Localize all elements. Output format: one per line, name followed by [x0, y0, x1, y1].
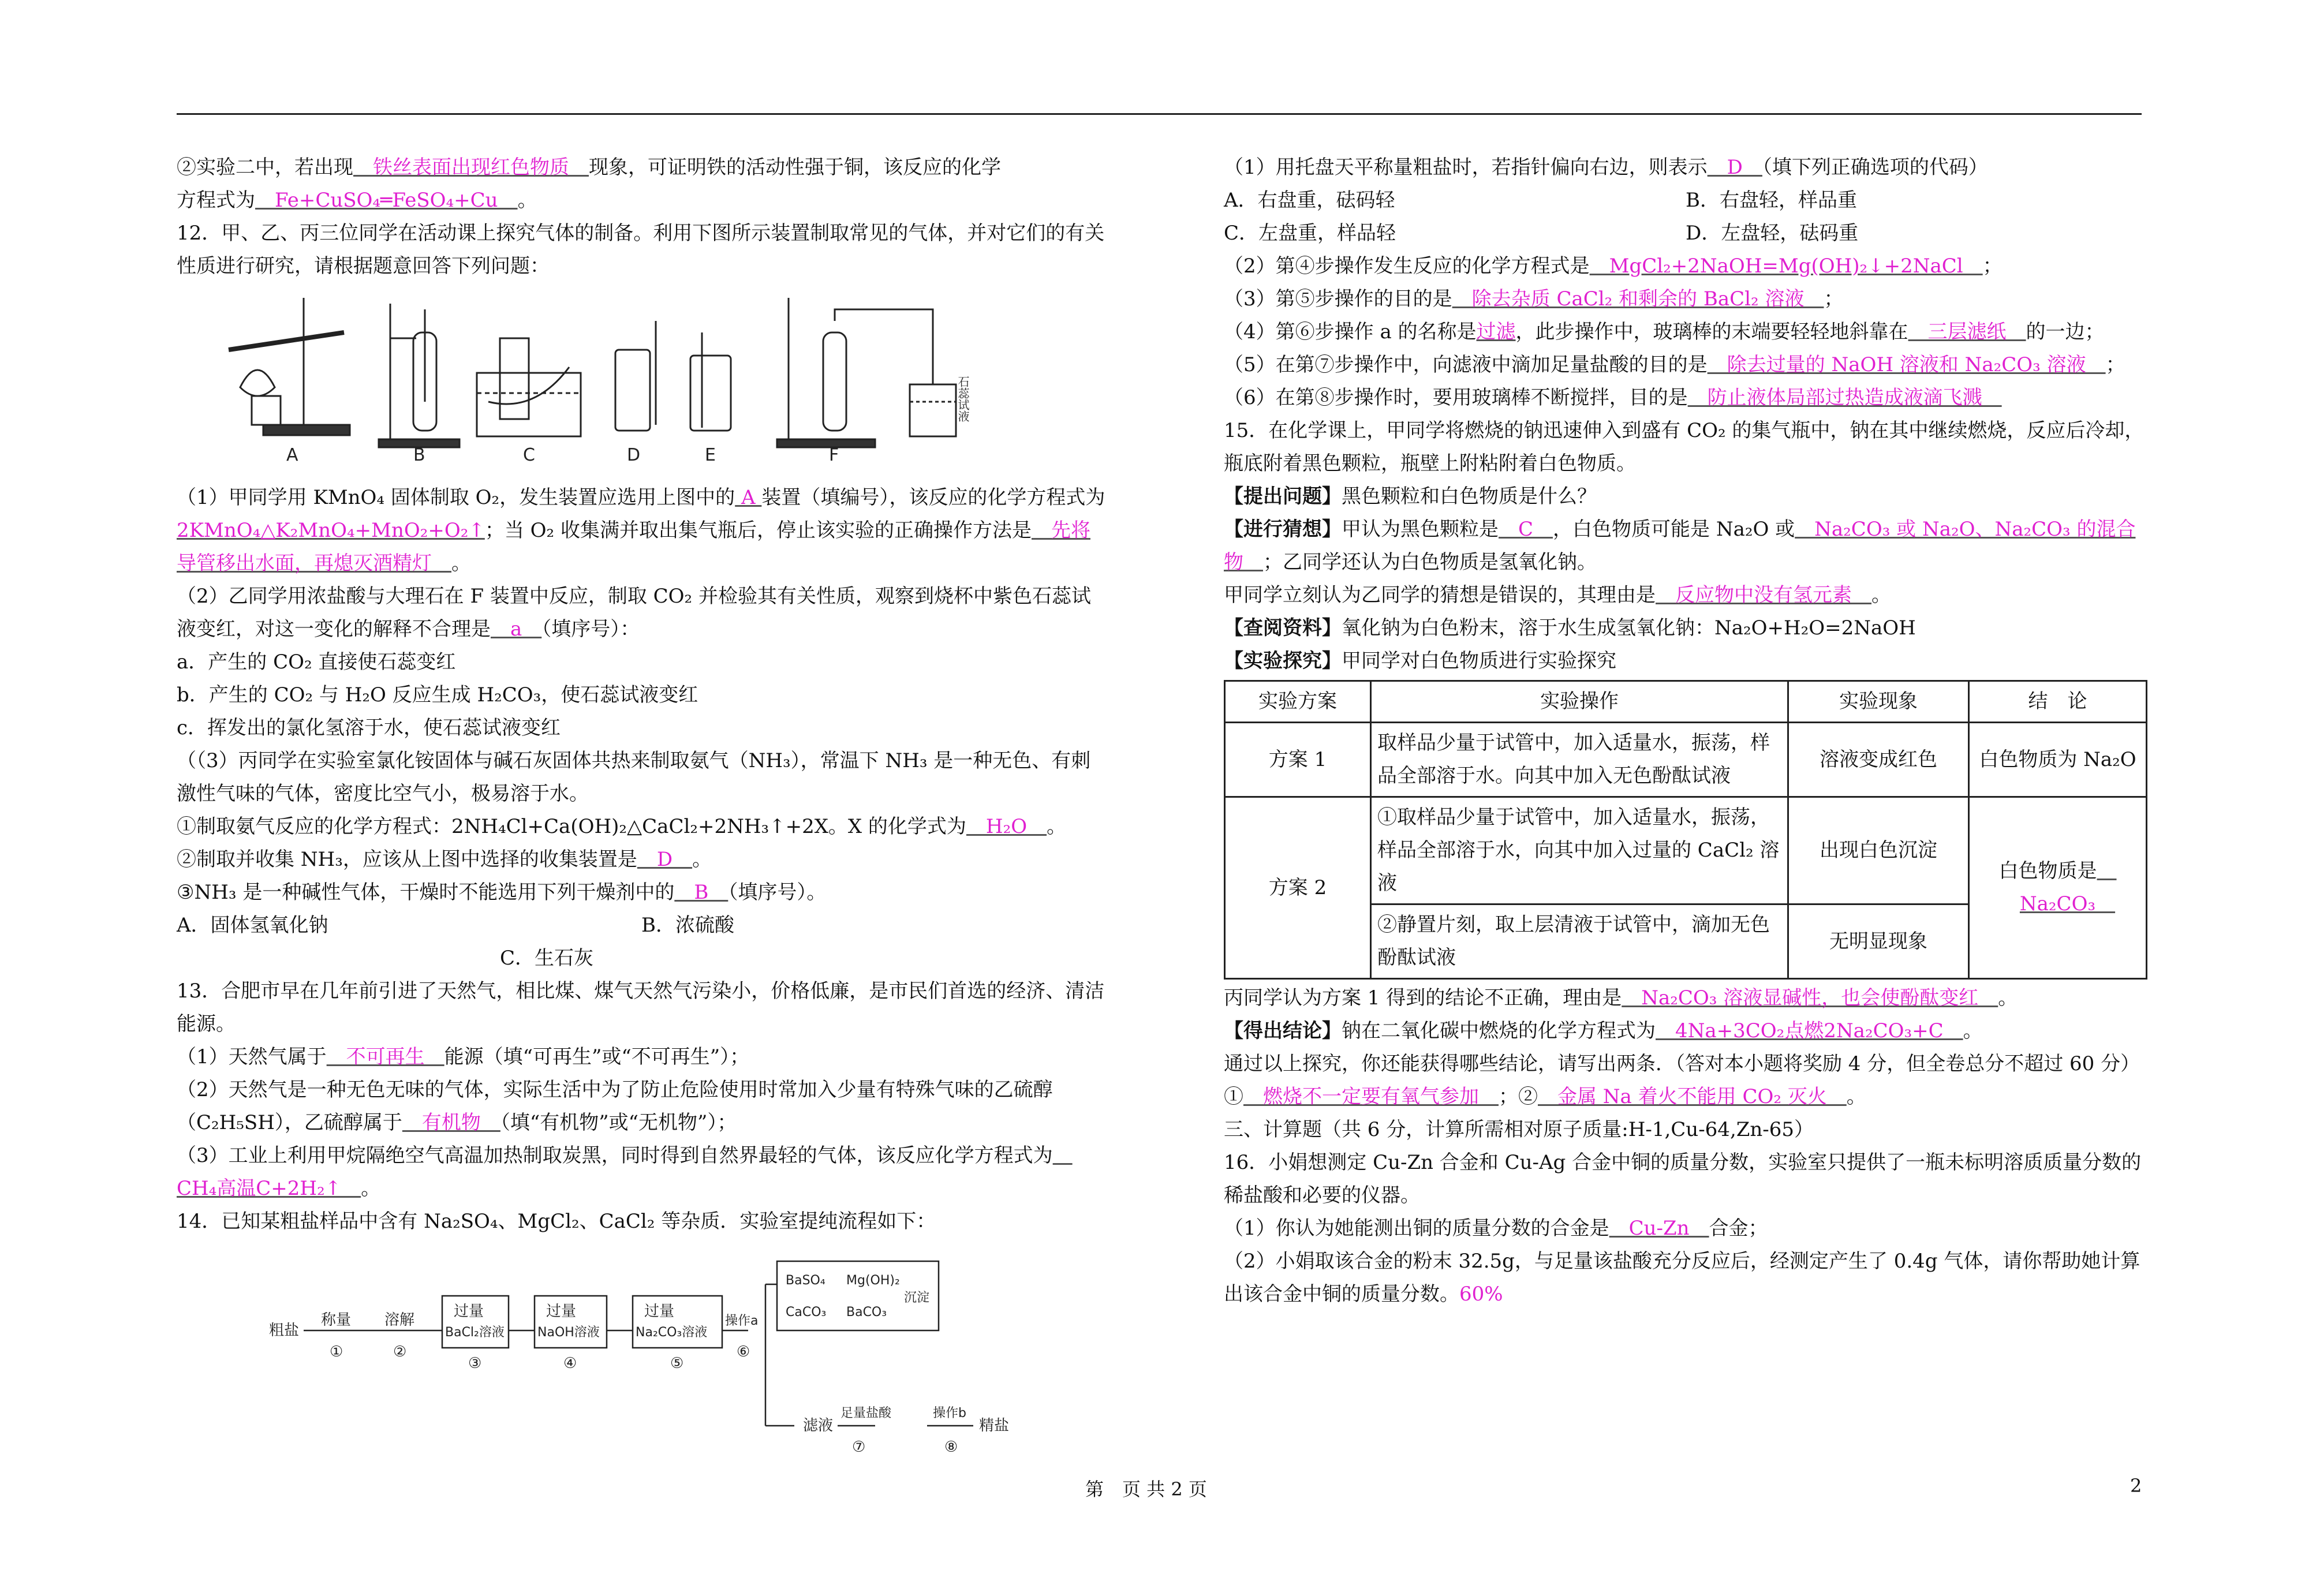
q12-intro: 12．甲、乙、丙三位同学在活动课上探究气体的制备。利用下图所示装置制取常见的气体，并对它们的有关性质进行研究，请根据题意回答下列问题： [177, 222, 1105, 278]
q14-4: （4）第⑥步操作 a 的名称是过滤，此步操作中，玻璃棒的末端要轻轻地斜靠在 三层滤纸 的一边； [1224, 320, 2105, 343]
q14-1: （1）用托盘天平称量粗盐时，若指针偏向右边，则表示 D （填下列正确选项的代码） [1224, 156, 1988, 179]
flow-step-1: ① [330, 1343, 343, 1360]
q12-3-options [177, 909, 1106, 942]
flow-na2co3-a: 过量 [644, 1303, 675, 1320]
flow-precip-caco3: CaCO₃ [786, 1305, 827, 1320]
q15-guess: 【进行猜想】甲认为黑色颗粒是 C ，白色物质可能是 Na₂O 或 Na₂CO₃ 或 Na₂O、Na₂CO₃ 的混合物 ；乙同学还认为白色物质是氢氧化钠。 [1224, 518, 2136, 574]
plan1-observation: 溶液变成红色 [1788, 723, 1969, 797]
q12-3-opt-c: C．生石灰 [500, 947, 594, 970]
page-number: 2 [2130, 1475, 2142, 1497]
flow-dissolve: 溶解 [384, 1311, 415, 1329]
apparatus-b [379, 304, 459, 447]
page-footer: 第 页 共 2 页 [1085, 1478, 1207, 1500]
section-3-title: 三、计算题（共 6 分，计算所需相对原子质量:H-1,Cu-64,Zn-65） [1224, 1118, 1814, 1141]
flow-start: 粗盐 [269, 1322, 300, 1339]
plan1-name: 方案 1 [1225, 723, 1371, 797]
q12-2-opt-a: a．产生的 CO₂ 直接使石蕊变红 [177, 651, 456, 674]
q12-3-1: ①制取氨气反应的化学方程式：2NH₄Cl+Ca(OH)₂△CaCl₂+2NH₃↑+2X。X 的化学式为 H₂O 。 [177, 815, 1067, 838]
flow-naoh-b: NaOH溶液 [537, 1325, 600, 1340]
flow-na2co3-b: Na₂CO₃溶液 [636, 1325, 708, 1340]
q11-line2: 方程式为 Fe+CuSO₄═FeSO₄+Cu 。 [177, 189, 537, 212]
q15-conclusion: 【得出结论】钠在二氧化碳中燃烧的化学方程式为 4Na+3CO₂点燃2Na₂CO₃+C 。 [1224, 1019, 1983, 1042]
q14-opt-a: A．右盘重，砝码轻 [1224, 189, 1395, 212]
q16-intro: 16．小娟想测定 Cu-Zn 合金和 Cu-Ag 合金中铜的质量分数，实验室只提供了一瓶未标明溶质质量分数的稀盐酸和必要的仪器。 [1224, 1151, 2142, 1207]
table-row [1225, 723, 2147, 797]
q14-opt-c: C．左盘重，样品轻 [1224, 222, 1396, 245]
experiment-table [1224, 680, 2147, 980]
label-litmus: 石蕊试液 [956, 376, 970, 422]
q14-6: （6）在第⑧步操作时，要用玻璃棒不断搅拌，目的是 防止液体局部过热造成液滴飞溅 [1224, 386, 2002, 409]
plan2-observation-2: 无明显现象 [1788, 904, 1969, 979]
th-operation: 实验操作 [1371, 681, 1788, 723]
right-column [1224, 151, 2147, 1311]
plan2-conclusion: 白色物质是 Na₂CO₃ [1969, 797, 2147, 979]
plan2-observation-1: 出现白色沉淀 [1788, 797, 1969, 904]
q12-3-2: ②制取并收集 NH₃，应该从上图中选择的收集装置是 D 。 [177, 848, 712, 871]
th-conclusion: 结 论 [1969, 681, 2147, 723]
label-e: E [705, 445, 716, 465]
label-a: A [286, 445, 298, 465]
plan1-operation: 取样品少量于试管中，加入适量水，振荡，样品全部溶于水。向其中加入无色酚酞试液 [1371, 723, 1788, 797]
flow-op-b: 操作b [933, 1406, 966, 1421]
q12-1: （1）甲同学用 KMnO₄ 固体制取 O₂，发生装置应选用上图中的 A 装置（填编号），该反应的化学方程式为2KMnO₄△K₂MnO₄+MnO₂+O₂↑；当 O₂ 收集满并取出集气瓶后，停止该实验的正确操作方法是 先将导管移出水面，再熄灭酒精灯 。 [177, 486, 1105, 575]
purification-flowchart [269, 1250, 1077, 1498]
flow-step-6: ⑥ [737, 1343, 750, 1360]
q13-1: （1）天然气属于 不可再生 能源（填“可再生”或“不可再生”）； [177, 1045, 750, 1068]
q14-3: （3）第⑤步操作的目的是 除去杂质 CaCl₂ 和剩余的 BaCl₂ 溶液 ； [1224, 287, 1844, 311]
apparatus-d [615, 321, 656, 431]
q15-reference: 【查阅资料】氧化钠为白色粉末，溶于水生成氢氧化钠：Na₂O+H₂O=2NaOH [1224, 616, 1916, 640]
apparatus-figure [217, 286, 991, 465]
flow-weigh: 称量 [321, 1311, 352, 1329]
q12-3: （（3）丙同学在实验室氯化铵固体与碱石灰固体共热来制取氨气（NH₃），常温下 NH₃ 是一种无色、有刺激性气味的气体，密度比空气小，极易溶于水。 [177, 749, 1091, 805]
q16-1: （1）你认为她能测出铜的质量分数的合金是 Cu-Zn 合金； [1224, 1217, 1768, 1240]
flow-step-5: ⑤ [670, 1355, 684, 1372]
q12-2-opt-b: b．产生的 CO₂ 与 H₂O 反应生成 H₂CO₃，使石蕊试液变红 [177, 683, 698, 707]
label-b: B [413, 445, 425, 465]
th-plan: 实验方案 [1225, 681, 1371, 723]
q15-guess-reason: 甲同学立刻认为乙同学的猜想是错误的，其理由是 反应物中没有氢元素 。 [1224, 584, 1891, 607]
left-column [177, 151, 1106, 1508]
flow-hcl: 足量盐酸 [840, 1406, 892, 1421]
apparatus-f [777, 298, 956, 447]
flow-bacl2-b: BaCl₂溶液 [445, 1325, 505, 1340]
table-row [1225, 797, 2147, 904]
q14-1-options-row2 [1224, 217, 2147, 250]
q15-intro: 15．在化学课上，甲同学将燃烧的钠迅速伸入到盛有 CO₂ 的集气瓶中，钠在其中继续燃烧，反应后冷却，瓶底附着黑色颗粒，瓶壁上附粘附着白色物质。 [1224, 419, 2145, 475]
q12-2: （2）乙同学用浓盐酸与大理石在 F 装置中反应，制取 CO₂ 并检验其有关性质，观察到烧杯中紫色石蕊试液变红，对这一变化的解释不合理是 a （填序号）： [177, 585, 1091, 641]
q13-intro: 13．合肥市早在几年前引进了天然气，相比煤、煤气天然气污染小，价格低廉，是市民们首选的经济、清洁能源。 [177, 980, 1105, 1036]
q13-3: （3）工业上利用甲烷隔绝空气高温加热制取炭黑，同时得到自然界最轻的气体，该反应化学方程式为 CH₄高温C+2H₂↑ 。 [177, 1144, 1073, 1200]
apparatus-a [229, 298, 350, 435]
flow-step-7: ⑦ [852, 1438, 866, 1456]
apparatus-c [477, 338, 581, 436]
apparatus-e [690, 332, 731, 431]
plan2-name: 方案 2 [1225, 797, 1371, 979]
q13-2: （2）天然气是一种无色无味的气体，实际生活中为了防止危险使用时常加入少量有特殊气味的乙硫醇（C₂H₅SH），乙硫醇属于 有机物 （填“有机物”或“无机物”）； [177, 1078, 1053, 1134]
label-d: D [627, 445, 641, 465]
flow-step-3: ③ [468, 1355, 482, 1372]
q11-line1: ②实验二中，若出现 铁丝表面出现红色物质 现象，可证明铁的活动性强于铜，该反应的化学 [177, 156, 1001, 179]
q14-opt-b: B．右盘轻，样品重 [1686, 189, 1857, 212]
q14-1-options-row1 [1224, 184, 2147, 217]
q12-3-3: ③NH₃ 是一种碱性气体，干燥时不能选用下列干燥剂中的 B （填序号）。 [177, 881, 827, 904]
flow-step-4: ④ [563, 1355, 577, 1372]
header-rule [177, 113, 2142, 115]
q15-bing: 丙同学认为方案 1 得到的结论不正确，理由是 Na₂CO₃ 溶液显碱性，也会使酚酞变红 。 [1224, 986, 2018, 1010]
q14-2: （2）第④步操作发生反应的化学方程式是 MgCl₂+2NaOH=Mg(OH)₂↓+2NaCl ； [1224, 255, 2003, 278]
flow-step-2: ② [393, 1343, 407, 1360]
q12-3-opt-a: A．固体氢氧化钠 [177, 914, 328, 937]
th-observation: 实验现象 [1788, 681, 1969, 723]
q12-3-opt-b: B．浓硫酸 [641, 914, 734, 937]
plan1-conclusion: 白色物质为 Na₂O [1969, 723, 2147, 797]
flow-filtrate: 滤液 [803, 1417, 834, 1434]
flow-precip-mgoh2: Mg(OH)₂ [846, 1273, 900, 1288]
flow-precip-baso4: BaSO₄ [786, 1273, 825, 1288]
plan2-operation-1: ①取样品少量于试管中，加入适量水，振荡，样品全部溶于水，向其中加入过量的 CaCl₂ 溶液 [1371, 797, 1788, 904]
plan2-operation-2: ②静置片刻，取上层清液于试管中，滴加无色酚酞试液 [1371, 904, 1788, 979]
label-c: C [523, 445, 535, 465]
flow-bacl2-a: 过量 [454, 1303, 484, 1320]
q14-opt-d: D．左盘轻，砝码重 [1686, 222, 1859, 245]
label-f: F [829, 445, 839, 465]
q15-question: 【提出问题】黑色颗粒和白色物质是什么？ [1224, 485, 1597, 508]
flow-naoh-a: 过量 [546, 1303, 577, 1320]
table-header-row [1225, 681, 2147, 723]
flow-precip-label: 沉淀 [904, 1291, 930, 1305]
flow-step-8: ⑧ [944, 1438, 958, 1456]
flow-op-a: 操作a [725, 1314, 759, 1328]
flow-precip-baco3: BaCO₃ [846, 1305, 887, 1320]
q14-intro: 14．已知某粗盐样品中含有 Na₂SO₄、MgCl₂、CaCl₂ 等杂质．实验室提纯流程如下： [177, 1210, 936, 1233]
q15-extra-answers: ① 燃烧不一定要有氧气参加 ；② 金属 Na 着火不能用 CO₂ 灭火 。 [1224, 1085, 1866, 1108]
q15-explore: 【实验探究】甲同学对白色物质进行实验探究 [1224, 649, 1616, 672]
q14-5: （5）在第⑦步操作中，向滤液中滴加足量盐酸的目的是 除去过量的 NaOH 溶液和 Na₂CO₃ 溶液 ； [1224, 353, 2125, 376]
q16-2: （2）小娟取该合金的粉末 32.5g，与足量该盐酸充分反应后，经测定产生了 0.4g 气体，请你帮助她计算出该合金中铜的质量分数。60% [1224, 1250, 2140, 1306]
flow-product: 精盐 [979, 1417, 1010, 1434]
q12-2-opt-c: c．挥发出的氯化氢溶于水，使石蕊试液变红 [177, 716, 561, 739]
q15-extra: 通过以上探究，你还能获得哪些结论，请写出两条．（答对本小题将奖励 4 分，但全卷总分不超过 60 分） [1224, 1052, 2140, 1075]
